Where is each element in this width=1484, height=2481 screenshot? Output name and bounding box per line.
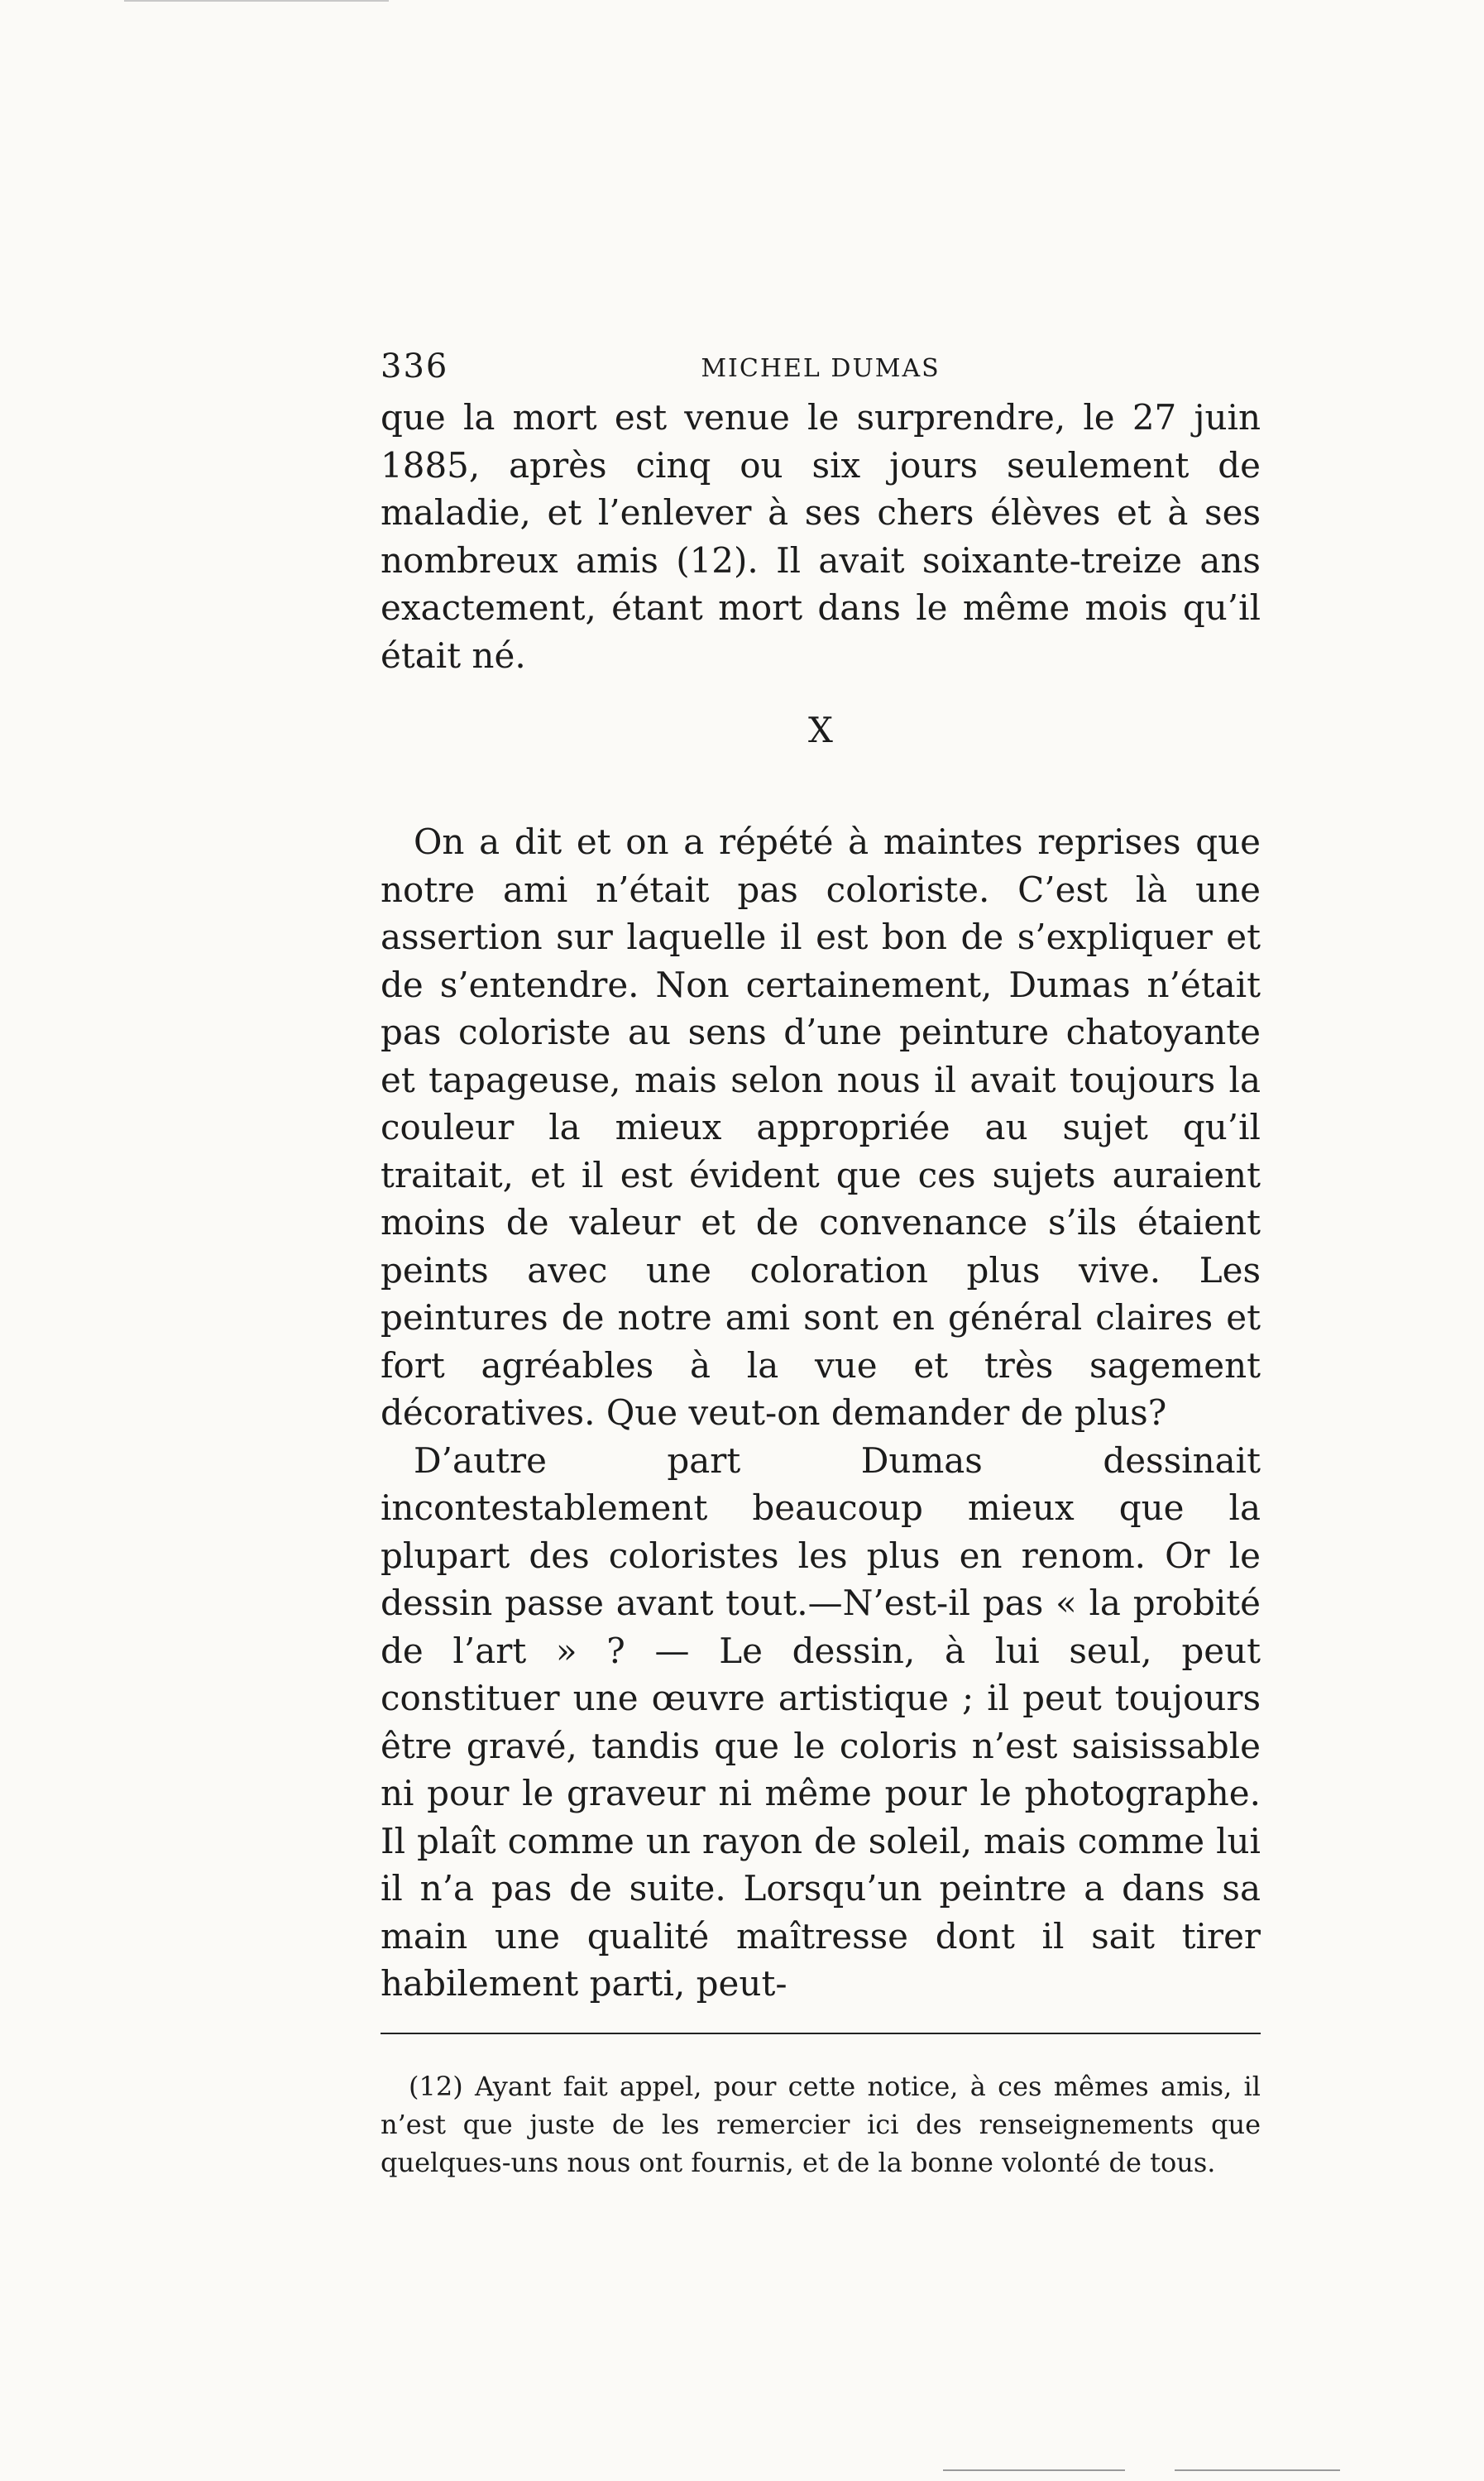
page-number: 336: [381, 347, 449, 386]
running-title: MICHEL DUMAS: [701, 354, 941, 383]
running-head: [381, 347, 1261, 394]
paragraph-coloriste: On a dit et on a répété à maintes reprises que notre ami n’était pas coloriste. C’est là une assertion sur laquelle il est bon de s’expliquer et de s’entendre. Non certainement, Dumas n’était pas coloriste au sens d’une peinture chatoyante et tapageuse, mais selon nous il avait toujours la couleur la mieux appropriée au sujet qu’il traitait, et il est évident que ces sujets auraient moins de valeur et de convenance s’ils étaient peints avec une coloration plus vive. Les peintures de notre ami sont en général claires et fort agréables à la vue et très sagement décoratives. Que veut-on demander de plus?: [381, 821, 1261, 1433]
scan-edge-mark: [124, 0, 389, 2]
footnote: (12) Ayant fait appel, pour cette notice, à ces mêmes amis, il n’est que juste de les remercier ici des renseignements que quelques-uns nous ont fournis, et de la bonne volonté de tous.: [381, 2070, 1261, 2178]
paragraph-continuation: que la mort est venue le surprendre, le 27 juin 1885, après cinq ou six jours seulement de maladie, et l’enlever à ses chers élèves et à ses nombreux amis (12). Il avait soixante-treize ans exactement, étant mort dans le même mois qu’il était né.: [381, 397, 1261, 676]
section-heading: X: [808, 710, 833, 750]
footnote-rule: [381, 2033, 1261, 2034]
paragraph-dessin: D’autre part Dumas dessinait incontestablement beaucoup mieux que la plupart des coloristes les plus en renom. Or le dessin passe avant tout.—N’est-il pas « la probité de l’art » ? — Le dessin, à lui seul, peut constituer une œuvre artistique ; il peut toujours être gravé, tandis que le coloris n’est saisissable ni pour le graveur ni même pour le photographe. Il plaît comme un rayon de soleil, mais comme lui il n’a pas de suite. Lorsqu’un peintre a dans sa main une qualité maîtresse dont il sait tirer habilement parti, peut-: [381, 1439, 1261, 2004]
scan-edge-mark: [943, 2469, 1125, 2471]
book-page: [381, 347, 1261, 2182]
scan-edge-mark: [1175, 2469, 1340, 2471]
